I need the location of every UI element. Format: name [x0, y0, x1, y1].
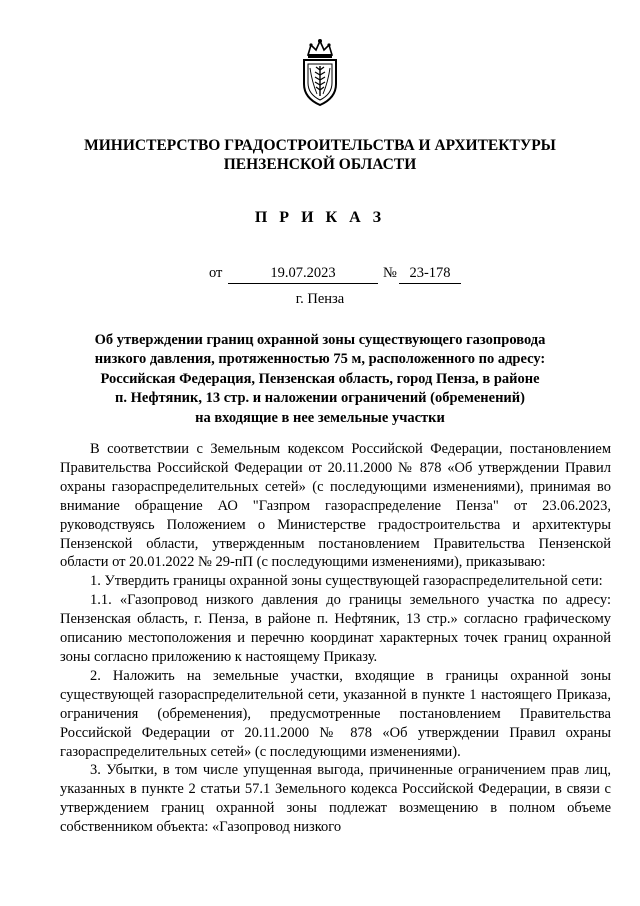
ministry-line-1: МИНИСТЕРСТВО ГРАДОСТРОИТЕЛЬСТВА И АРХИТЕКТУРЫ — [84, 137, 556, 154]
subject-line-2: низкого давления, протяженностью 75 м, расположенного по адресу: — [94, 351, 546, 368]
order-number: 23-178 — [399, 265, 461, 284]
body-paragraph-5: 3. Убытки, в том числе упущенная выгода, причиненные ограничением прав лиц, указанных в пункте 2 статьи 57.1 Земельного кодекса Российской Федерации, в связи с утверждением границ охранной зоны подлежат возмещению в полном объеме собственником объекта: «Газопровод низкого — [60, 762, 611, 836]
subject-line-1: Об утверждении границ охранной зоны существующего газопровода — [94, 332, 546, 348]
date-prefix: от — [209, 265, 223, 281]
subject-line-5: на входящие в нее земельные участки — [195, 409, 445, 426]
city: г. Пенза — [295, 291, 345, 307]
body-paragraph-3: 1.1. «Газопровод низкого давления до границы земельного участка по адресу: Пензенская область, г. Пенза, в районе п. Нефтяник, 13 стр.» согласно графическому описанию местоположения и перечню координат характерных точек границ охранной зоны согласно приложению к настоящему Приказу. — [60, 592, 611, 665]
ministry-name — [40, 136, 600, 174]
body-paragraph-4: 2. Наложить на земельные участки, входящие в границы охранной зоны существующей газораспределительной сети, указанной в пункте 1 настоящего Приказа, ограничения (обременения), предусмотренные постановлением Правительства Российской Федерации от 20.11.2000 № 878 «Об утверждении Правил охраны газораспределительных сетей» (с последующими изменениями). — [60, 667, 611, 760]
order-meta — [0, 265, 640, 285]
order-body — [60, 440, 611, 837]
body-paragraph-2: 1. Утвердить границы охранной зоны существующей газораспределительной сети: — [90, 573, 603, 590]
coat-of-arms-icon — [295, 38, 345, 108]
subject-line-3: Российская Федерация, Пензенская область, город Пенза, в районе — [100, 370, 540, 387]
body-paragraph-1: В соответствии с Земельным кодексом Российской Федерации, постановлением Правительства Российской Федерации от 20.11.2000 № 878 «Об утверждении Правил охраны газораспределительных сетей» (с последующими изменениями), принимая во внимание обращение АО "Газпром газораспределение Пенза" от 23.06.2023, руководствуясь Положением о Министерстве градостроительства и архитектуры Пензенской области, утвержденным постановлением Правительства Пензенской области от 20.01.2022 № 29-пП (с последующими изменениями), приказываю: — [60, 441, 611, 571]
order-title: П Р И К А З — [254, 209, 386, 226]
order-date: 19.07.2023 — [228, 265, 378, 284]
number-prefix: № — [383, 265, 397, 281]
order-subject — [80, 331, 560, 428]
subject-line-4: п. Нефтяник, 13 стр. и наложении ограничений (обременений) — [115, 390, 525, 407]
ministry-line-2: ПЕНЗЕНСКОЙ ОБЛАСТИ — [223, 156, 417, 173]
